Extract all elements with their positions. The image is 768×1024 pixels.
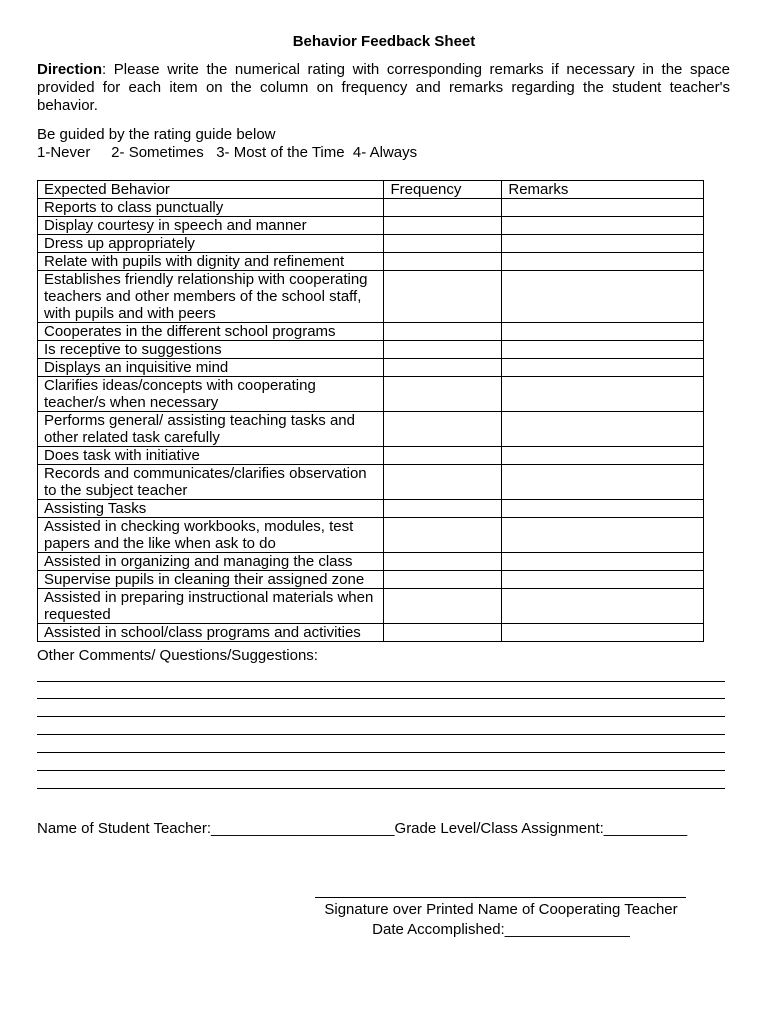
table-row [38, 235, 704, 253]
behavior-cell: Assisted in school/class programs and activities [38, 624, 384, 642]
table-row [38, 359, 704, 377]
behavior-cell: Display courtesy in speech and manner [38, 217, 384, 235]
remarks-cell[interactable] [502, 447, 704, 465]
remarks-cell[interactable] [502, 518, 704, 553]
behavior-cell: Records and communicates/clarifies observation to the subject teacher [38, 465, 384, 500]
behavior-cell: Displays an inquisitive mind [38, 359, 384, 377]
table-row [38, 199, 704, 217]
table-header-row [38, 181, 704, 199]
table-row [38, 500, 704, 518]
comment-line[interactable] [37, 698, 725, 699]
table-row [38, 323, 704, 341]
comment-line[interactable] [37, 681, 725, 682]
comment-line[interactable] [37, 770, 725, 771]
table-body [38, 199, 704, 642]
direction-text: : Please write the numerical rating with corresponding remarks if necessary in the space provided for each item on the column on frequency and remarks regarding the student teacher's behavior. [37, 61, 730, 114]
remarks-cell[interactable] [502, 500, 704, 518]
behavior-cell: Does task with initiative [38, 447, 384, 465]
frequency-cell[interactable] [384, 553, 502, 571]
comments-label: Other Comments/ Questions/Suggestions: [37, 647, 318, 664]
behavior-cell: Performs general/ assisting teaching tasks and other related task carefully [38, 412, 384, 447]
remarks-cell[interactable] [502, 624, 704, 642]
behavior-cell: Dress up appropriately [38, 235, 384, 253]
student-teacher-name-and-grade-field[interactable]: Name of Student Teacher:______________________Grade Level/Class Assignment:__________ [37, 820, 688, 837]
date-accomplished-field[interactable]: Date Accomplished:_______________ [372, 921, 630, 938]
remarks-cell[interactable] [502, 571, 704, 589]
remarks-cell[interactable] [502, 553, 704, 571]
frequency-cell[interactable] [384, 518, 502, 553]
table-row [38, 571, 704, 589]
table-row [38, 553, 704, 571]
frequency-cell[interactable] [384, 500, 502, 518]
table-row [38, 412, 704, 447]
behavior-cell: Is receptive to suggestions [38, 341, 384, 359]
frequency-cell[interactable] [384, 271, 502, 323]
remarks-cell[interactable] [502, 217, 704, 235]
behavior-cell: Relate with pupils with dignity and refinement [38, 253, 384, 271]
rating-guide-intro: Be guided by the rating guide below [37, 126, 276, 143]
table-row [38, 341, 704, 359]
remarks-cell[interactable] [502, 253, 704, 271]
direction-label: Direction [37, 61, 103, 78]
frequency-cell[interactable] [384, 412, 502, 447]
frequency-cell[interactable] [384, 199, 502, 217]
behavior-cell: Assisted in checking workbooks, modules, test papers and the like when ask to do [38, 518, 384, 553]
behavior-cell: Cooperates in the different school programs [38, 323, 384, 341]
remarks-cell[interactable] [502, 235, 704, 253]
remarks-cell[interactable] [502, 465, 704, 500]
direction-paragraph [37, 61, 730, 115]
frequency-cell[interactable] [384, 624, 502, 642]
frequency-cell[interactable] [384, 235, 502, 253]
behavior-cell: Reports to class punctually [38, 199, 384, 217]
frequency-cell[interactable] [384, 341, 502, 359]
frequency-cell[interactable] [384, 323, 502, 341]
page-title: Behavior Feedback Sheet [292, 33, 476, 50]
table-row [38, 518, 704, 553]
table-row [38, 589, 704, 624]
frequency-cell[interactable] [384, 377, 502, 412]
table-row [38, 217, 704, 235]
comment-line[interactable] [37, 788, 725, 789]
frequency-cell[interactable] [384, 589, 502, 624]
remarks-cell[interactable] [502, 323, 704, 341]
signature-label: Signature over Printed Name of Cooperating Teacher [324, 901, 678, 918]
remarks-cell[interactable] [502, 359, 704, 377]
table-row [38, 271, 704, 323]
behavior-rating-table [37, 180, 704, 642]
behavior-cell: Clarifies ideas/concepts with cooperating teacher/s when necessary [38, 377, 384, 412]
remarks-cell[interactable] [502, 377, 704, 412]
behavior-cell: Assisting Tasks [38, 500, 384, 518]
column-header-expected-behavior: Expected Behavior [38, 181, 384, 199]
table-row [38, 377, 704, 412]
table-row [38, 465, 704, 500]
comment-line[interactable] [37, 752, 725, 753]
remarks-cell[interactable] [502, 412, 704, 447]
frequency-cell[interactable] [384, 571, 502, 589]
column-header-remarks: Remarks [502, 181, 704, 199]
frequency-cell[interactable] [384, 465, 502, 500]
behavior-cell: Assisted in organizing and managing the class [38, 553, 384, 571]
behavior-cell: Assisted in preparing instructional materials when requested [38, 589, 384, 624]
table-row [38, 447, 704, 465]
column-header-frequency: Frequency [384, 181, 502, 199]
frequency-cell[interactable] [384, 447, 502, 465]
comment-line[interactable] [37, 734, 725, 735]
frequency-cell[interactable] [384, 359, 502, 377]
table-row [38, 624, 704, 642]
remarks-cell[interactable] [502, 199, 704, 217]
remarks-cell[interactable] [502, 341, 704, 359]
comment-line[interactable] [37, 716, 725, 717]
remarks-cell[interactable] [502, 589, 704, 624]
frequency-cell[interactable] [384, 217, 502, 235]
frequency-cell[interactable] [384, 253, 502, 271]
behavior-cell: Establishes friendly relationship with cooperating teachers and other members of the school staff, with pupils and with peers [38, 271, 384, 323]
remarks-cell[interactable] [502, 271, 704, 323]
table-row [38, 253, 704, 271]
behavior-cell: Supervise pupils in cleaning their assigned zone [38, 571, 384, 589]
rating-guide-scale: 1-Never 2- Sometimes 3- Most of the Time 4- Always [37, 144, 418, 161]
signature-line[interactable] [315, 897, 686, 898]
